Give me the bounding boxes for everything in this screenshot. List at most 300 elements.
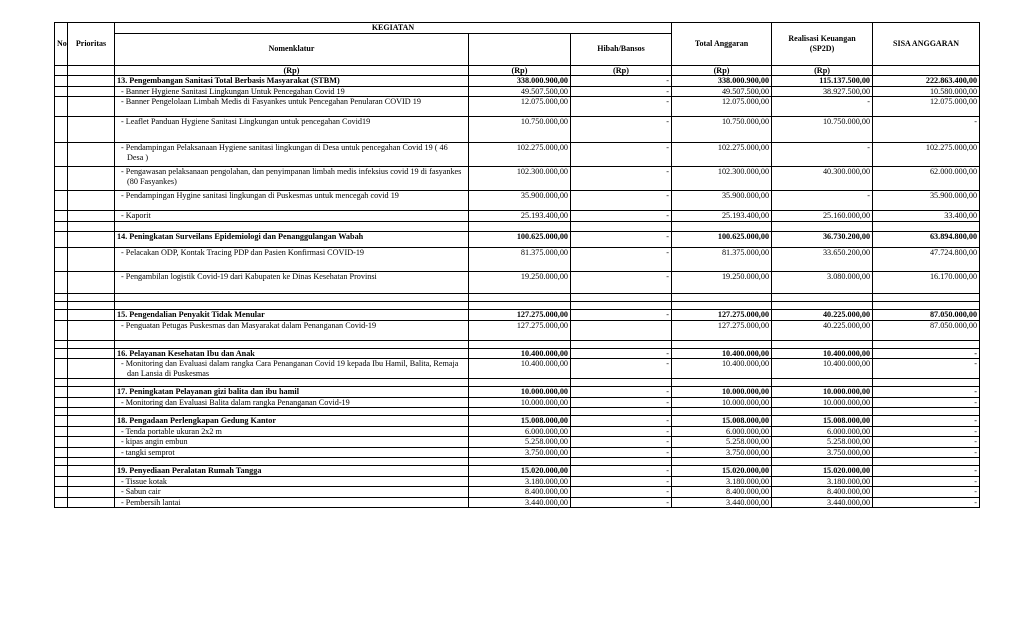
prioritas-cell [68,211,115,222]
sisa-cell: 222.863.400,00 [873,76,980,87]
no-cell [55,310,68,321]
total-cell: 49.507.500,00 [672,86,772,97]
total-cell: 81.375.000,00 [672,248,772,272]
realisasi-cell: 3.440.000,00 [772,497,873,508]
sisa-cell: 87.050.000,00 [873,310,980,321]
total-cell: 35.900.000,00 [672,191,772,211]
hibah-cell [571,294,672,302]
realisasi-cell [772,302,873,310]
nomenklatur-cell [115,379,469,387]
hibah-cell: - [571,167,672,191]
hibah-cell [571,222,672,232]
realisasi-cell: 15.008.000,00 [772,416,873,427]
no-cell [55,86,68,97]
no-cell [55,387,68,398]
hibah-cell: - [571,397,672,408]
rp-cell: 5.258.000,00 [469,437,571,448]
prioritas-cell [68,272,115,294]
realisasi-cell [772,340,873,348]
nomenklatur-cell: - Sabun cair [115,487,469,498]
total-cell: 10.750.000,00 [672,117,772,143]
realisasi-cell: 3.180.000,00 [772,476,873,487]
prioritas-cell [68,340,115,348]
no-cell [55,466,68,477]
unit-total: (Rp) [672,65,772,76]
rp-cell: 10.750.000,00 [469,117,571,143]
total-cell [672,379,772,387]
prioritas-cell [68,379,115,387]
total-cell: 10.400.000,00 [672,348,772,359]
nomenklatur-cell: - Pengambilan logistik Covid-19 dari Kabupaten ke Dinas Kesehatan Provinsi [115,272,469,294]
prioritas-cell [68,476,115,487]
rp-cell: 49.507.500,00 [469,86,571,97]
realisasi-cell: 115.137.500,00 [772,76,873,87]
no-cell [55,302,68,310]
rp-cell: 12.075.000,00 [469,97,571,117]
no-cell [55,117,68,143]
total-cell: 3.440.000,00 [672,497,772,508]
hibah-cell: - [571,232,672,248]
hibah-cell: - [571,76,672,87]
prioritas-cell [68,76,115,87]
nomenklatur-cell [115,408,469,416]
hibah-cell [571,458,672,466]
hibah-cell [571,379,672,387]
prioritas-cell [68,487,115,498]
total-cell: 5.258.000,00 [672,437,772,448]
total-cell [672,302,772,310]
rp-cell: 10.400.000,00 [469,359,571,379]
realisasi-cell: 10.400.000,00 [772,359,873,379]
nomenklatur-cell: 19. Penyediaan Peralatan Rumah Tangga [115,466,469,477]
nomenklatur-cell: 13. Pengembangan Sanitasi Total Berbasis Masyarakat (STBM) [115,76,469,87]
sisa-cell: - [873,397,980,408]
sisa-cell: 47.724.800,00 [873,248,980,272]
total-cell: 10.400.000,00 [672,359,772,379]
sisa-cell: 33.400,00 [873,211,980,222]
total-cell: 12.075.000,00 [672,97,772,117]
hibah-cell: - [571,487,672,498]
no-cell [55,487,68,498]
table-row [55,359,980,379]
table-row [55,272,980,294]
spacer-row [55,379,980,387]
prioritas-cell [68,447,115,458]
prioritas-cell [68,497,115,508]
total-cell: 19.250.000,00 [672,272,772,294]
prioritas-cell [68,320,115,340]
sisa-cell [873,222,980,232]
total-cell [672,408,772,416]
realisasi-cell: 8.400.000,00 [772,487,873,498]
rp-cell: 3.180.000,00 [469,476,571,487]
no-cell [55,167,68,191]
nomenklatur-cell: - Tenda portable ukuran 2x2 m [115,426,469,437]
category-row [55,348,980,359]
no-cell [55,191,68,211]
rp-cell [469,302,571,310]
rp-cell: 8.400.000,00 [469,487,571,498]
no-cell [55,76,68,87]
realisasi-header-line1: Realisasi Keuangan [788,34,856,44]
total-cell: 6.000.000,00 [672,426,772,437]
sisa-cell: - [873,497,980,508]
realisasi-cell [772,222,873,232]
hibah-cell: - [571,447,672,458]
nomenklatur-cell: - Pengawasan pelaksanaan pengolahan, dan penyimpanan limbah medis infeksius covid 19 di fasyankes (80 Fasyankes) [115,167,469,191]
no-cell [55,320,68,340]
realisasi-cell: 5.258.000,00 [772,437,873,448]
total-cell [672,294,772,302]
no-cell [55,426,68,437]
realisasi-cell: 15.020.000,00 [772,466,873,477]
nomenklatur-cell: - Penguatan Petugas Puskesmas dan Masyarakat dalam Penanganan Covid-19 [115,320,469,340]
nomenklatur-cell: - Banner Hygiene Sanitasi Lingkungan Untuk Pencegahan Covid 19 [115,86,469,97]
table-row [55,437,980,448]
category-row [55,232,980,248]
no-cell [55,447,68,458]
table-row [55,426,980,437]
sisa-cell: - [873,437,980,448]
prioritas-cell [68,387,115,398]
sisa-cell: 10.580.000,00 [873,86,980,97]
sisa-cell: - [873,476,980,487]
no-cell [55,143,68,167]
sisa-cell: - [873,487,980,498]
prioritas-cell [68,397,115,408]
no-cell [55,272,68,294]
prioritas-cell [68,143,115,167]
realisasi-cell: 40.225.000,00 [772,310,873,321]
table-row [55,487,980,498]
nomenklatur-cell: 18. Pengadaan Perlengkapan Gedung Kantor [115,416,469,427]
prioritas-cell [68,117,115,143]
no-cell [55,97,68,117]
rp-cell [469,379,571,387]
hibah-cell: - [571,476,672,487]
nomenklatur-cell: - Monitoring dan Evaluasi Balita dalam rangka Penanganan Covid-19 [115,397,469,408]
category-row [55,387,980,398]
nomenklatur-cell: - Pendampingan Pelaksanaan Hygiene sanitasi lingkungan di Desa untuk pencegahan Covid 19 ( 46 Desa ) [115,143,469,167]
rp-cell [469,408,571,416]
no-cell [55,211,68,222]
hibah-cell: - [571,416,672,427]
realisasi-cell: 38.927.500,00 [772,86,873,97]
col-rp-header [469,33,571,65]
nomenklatur-cell: - Monitoring dan Evaluasi dalam rangka Cara Penanganan Covid 19 kepada Ibu Hamil, Balita, Remaja dan Lansia di Puskesmas [115,359,469,379]
prioritas-cell [68,232,115,248]
rp-cell [469,458,571,466]
rp-cell: 10.400.000,00 [469,348,571,359]
nomenklatur-cell: - tangki semprot [115,447,469,458]
no-cell [55,248,68,272]
sisa-cell: - [873,416,980,427]
realisasi-cell: - [772,143,873,167]
hibah-cell: - [571,211,672,222]
prioritas-cell [68,248,115,272]
rp-cell [469,340,571,348]
hibah-cell: - [571,348,672,359]
hibah-cell [571,302,672,310]
no-cell [55,379,68,387]
sisa-cell: 12.075.000,00 [873,97,980,117]
table-row [55,143,980,167]
total-cell: 10.000.000,00 [672,387,772,398]
total-cell [672,458,772,466]
total-cell: 15.008.000,00 [672,416,772,427]
rp-cell: 338.000.900,00 [469,76,571,87]
table-body [55,76,980,508]
kegiatan-header: KEGIATAN [115,23,672,34]
no-cell [55,408,68,416]
col-total-header: Total Anggaran [672,23,772,66]
table-row [55,397,980,408]
hibah-cell: - [571,272,672,294]
no-cell [55,476,68,487]
sisa-cell [873,294,980,302]
hibah-cell: - [571,117,672,143]
category-row [55,466,980,477]
nomenklatur-cell: - Kaporit [115,211,469,222]
no-cell [55,497,68,508]
rp-cell: 3.750.000,00 [469,447,571,458]
nomenklatur-cell: - kipas angin embun [115,437,469,448]
total-cell: 25.193.400,00 [672,211,772,222]
realisasi-cell: 40.300.000,00 [772,167,873,191]
spacer-row [55,340,980,348]
unit-realisasi: (Rp) [772,65,873,76]
no-cell [55,340,68,348]
unit-sisa [873,65,980,76]
sisa-cell [873,379,980,387]
hibah-cell: - [571,426,672,437]
spacer-row [55,222,980,232]
realisasi-cell: 10.400.000,00 [772,348,873,359]
no-cell [55,359,68,379]
hibah-cell: - [571,437,672,448]
prioritas-cell [68,416,115,427]
spacer-row [55,302,980,310]
no-cell [55,348,68,359]
spacer-row [55,458,980,466]
realisasi-cell [772,408,873,416]
sisa-cell: - [873,348,980,359]
hibah-cell: - [571,86,672,97]
total-cell: 100.625.000,00 [672,232,772,248]
rp-cell: 10.000.000,00 [469,387,571,398]
rp-cell: 15.008.000,00 [469,416,571,427]
realisasi-cell: 10.000.000,00 [772,387,873,398]
sisa-cell: - [873,447,980,458]
prioritas-cell [68,348,115,359]
prioritas-cell [68,426,115,437]
sisa-cell [873,458,980,466]
nomenklatur-cell [115,222,469,232]
nomenklatur-cell: - Banner Pengelolaan Limbah Medis di Fasyankes untuk Pencegahan Penularan COVID 19 [115,97,469,117]
prioritas-cell [68,408,115,416]
nomenklatur-cell [115,294,469,302]
table-row [55,320,980,340]
total-cell: 102.300.000,00 [672,167,772,191]
realisasi-cell: - [772,191,873,211]
sisa-cell [873,340,980,348]
nomenklatur-cell [115,458,469,466]
nomenklatur-cell: 15. Pengendalian Penyakit Tidak Menular [115,310,469,321]
sisa-cell: 87.050.000,00 [873,320,980,340]
nomenklatur-cell [115,302,469,310]
hibah-cell: - [571,248,672,272]
hibah-cell [571,340,672,348]
unit-hibah: (Rp) [571,65,672,76]
hibah-cell: - [571,143,672,167]
rp-cell: 15.020.000,00 [469,466,571,477]
no-cell [55,397,68,408]
nomenklatur-cell: - Pembersih lantai [115,497,469,508]
prioritas-cell [68,294,115,302]
realisasi-cell: 10.750.000,00 [772,117,873,143]
realisasi-header-line2: (SP2D) [809,43,835,53]
table-row [55,191,980,211]
nomenklatur-cell: 14. Peningkatan Surveilans Epidemiologi dan Penanggulangan Wabah [115,232,469,248]
sisa-cell [873,408,980,416]
total-cell [672,340,772,348]
table-row [55,86,980,97]
col-hibah-header: Hibah/Bansos [571,33,672,65]
no-cell [55,437,68,448]
rp-cell: 3.440.000,00 [469,497,571,508]
table-row [55,117,980,143]
realisasi-cell: - [772,97,873,117]
total-cell: 127.275.000,00 [672,310,772,321]
category-row [55,416,980,427]
hibah-cell [571,408,672,416]
nomenklatur-cell: - Pendampingan Hygine sanitasi lingkungan di Puskesmas untuk mencegah covid 19 [115,191,469,211]
table-row [55,211,980,222]
rp-cell: 81.375.000,00 [469,248,571,272]
hibah-cell: - [571,359,672,379]
sisa-cell: - [873,466,980,477]
total-cell: 8.400.000,00 [672,487,772,498]
realisasi-cell [772,458,873,466]
hibah-cell [571,320,672,340]
sisa-cell: - [873,117,980,143]
no-cell [55,294,68,302]
prioritas-cell [68,97,115,117]
col-prioritas-header: Prioritas [68,23,115,66]
prioritas-cell [68,359,115,379]
total-cell: 10.000.000,00 [672,397,772,408]
no-cell [55,222,68,232]
prioritas-cell [68,437,115,448]
total-cell: 15.020.000,00 [672,466,772,477]
table-row [55,497,980,508]
prioritas-cell [68,310,115,321]
realisasi-cell: 3.750.000,00 [772,447,873,458]
rp-cell: 25.193.400,00 [469,211,571,222]
total-cell: 127.275.000,00 [672,320,772,340]
rp-cell: 127.275.000,00 [469,310,571,321]
nomenklatur-cell: - Leaflet Panduan Hygiene Sanitasi Lingkungan untuk pencegahan Covid19 [115,117,469,143]
unit-row [55,65,980,76]
rp-cell: 35.900.000,00 [469,191,571,211]
category-row [55,310,980,321]
total-cell [672,222,772,232]
rp-cell [469,222,571,232]
prioritas-cell [68,458,115,466]
prioritas-cell [68,466,115,477]
table-row [55,167,980,191]
category-row [55,76,980,87]
hibah-cell: - [571,310,672,321]
rp-cell: 19.250.000,00 [469,272,571,294]
spacer-row [55,408,980,416]
no-cell [55,232,68,248]
nomenklatur-cell: - Tissue kotak [115,476,469,487]
table-row [55,97,980,117]
sisa-cell: 102.275.000,00 [873,143,980,167]
realisasi-cell: 3.080.000,00 [772,272,873,294]
sisa-cell: - [873,387,980,398]
sisa-cell [873,302,980,310]
total-cell: 3.180.000,00 [672,476,772,487]
hibah-cell: - [571,191,672,211]
realisasi-cell: 36.730.200,00 [772,232,873,248]
rp-cell: 102.275.000,00 [469,143,571,167]
table-row [55,248,980,272]
spacer-row [55,294,980,302]
total-cell: 3.750.000,00 [672,447,772,458]
prioritas-cell [68,167,115,191]
col-realisasi-header [772,23,873,66]
col-sisa-header: SISA ANGGARAN [873,23,980,66]
table-row [55,476,980,487]
sisa-cell: 16.170.000,00 [873,272,980,294]
no-cell [55,416,68,427]
hibah-cell: - [571,466,672,477]
realisasi-cell [772,379,873,387]
prioritas-cell [68,86,115,97]
total-cell: 338.000.900,00 [672,76,772,87]
nomenklatur-cell: - Pelacakan ODP, Kontak Tracing PDP dan Pasien Konfirmasi COVID-19 [115,248,469,272]
sisa-cell: 63.894.800,00 [873,232,980,248]
realisasi-cell [772,294,873,302]
realisasi-cell: 25.160.000,00 [772,211,873,222]
no-cell [55,458,68,466]
sisa-cell: 62.000.000,00 [873,167,980,191]
col-no-header: No [55,23,68,66]
unit-rp: (Rp) [469,65,571,76]
col-nomenklatur-header: Nomenklatur [115,33,469,65]
hibah-cell: - [571,497,672,508]
rp-cell: 100.625.000,00 [469,232,571,248]
realisasi-cell: 40.225.000,00 [772,320,873,340]
rp-cell: 10.000.000,00 [469,397,571,408]
rp-cell [469,294,571,302]
total-cell: 102.275.000,00 [672,143,772,167]
realisasi-cell: 6.000.000,00 [772,426,873,437]
sisa-cell: - [873,426,980,437]
sisa-cell: 35.900.000,00 [873,191,980,211]
rp-cell: 102.300.000,00 [469,167,571,191]
hibah-cell: - [571,387,672,398]
prioritas-cell [68,222,115,232]
prioritas-cell [68,302,115,310]
nomenklatur-cell [115,340,469,348]
budget-table [54,22,980,508]
unit-nomenklatur: (Rp) [115,65,469,76]
prioritas-cell [68,191,115,211]
rp-cell: 127.275.000,00 [469,320,571,340]
